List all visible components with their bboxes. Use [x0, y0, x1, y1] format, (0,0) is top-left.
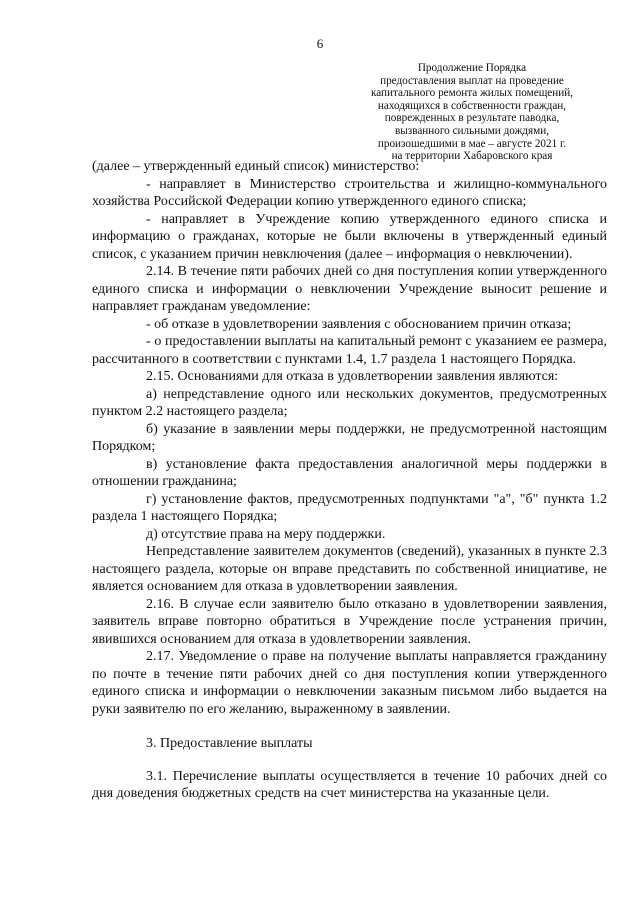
paragraph: (далее – утвержденный единый список) министерство: — [92, 159, 420, 174]
paragraph: б) указание в заявлении меры поддержки, не предусмотренной настоящим Порядком; — [92, 421, 607, 454]
paragraph: в) установление факта предоставления аналогичной меры поддержки в отношении гражданина; — [92, 456, 607, 489]
header-line: предоставления выплат на проведение — [380, 74, 564, 87]
paragraph: - об отказе в удовлетворении заявления с обоснованием причин отказа; — [146, 316, 572, 332]
header-line: капитального ремонта жилых помещений, — [370, 87, 574, 100]
section-heading: 3. Предоставление выплаты — [146, 736, 313, 751]
document-body — [92, 158, 607, 803]
header-line: Продолжение Порядка — [417, 62, 527, 74]
header-line: на территории Хабаровского края — [391, 150, 553, 163]
paragraph: 2.17. Уведомление о праве на получение выплаты направляется гражданину по почте в течение пяти рабочих дней со дня поступления копии утвержденного единого списка и информации о невключении заказным письмом либо выдается на руки заявителю по его желанию, выраженному в заявлении. — [92, 649, 607, 717]
paragraph: 2.14. В течение пяти рабочих дней со дня поступления копии утвержденного единого списка и информации о невключении Учреждение выносит решение и направляет гражданам уведомление: — [92, 264, 607, 314]
header-line: вызванного сильными дождями, — [394, 124, 550, 137]
paragraph: 2.15. Основаниями для отказа в удовлетворении заявления являются: — [146, 369, 559, 384]
paragraph: - направляет в Учреждение копию утвержденного единого списка и информацию о гражданах, которые не были включены в утвержденный единый список, с указанием причин невключения (далее – информация о невключении). — [92, 211, 607, 262]
paragraph: - о предоставлении выплаты на капитальный ремонт с указанием ее размера, рассчитанного в соответствии с пунктами 1.4, 1.7 раздела 1 настоящего Порядка. — [92, 334, 607, 367]
page-number: 6 — [316, 36, 324, 51]
paragraph: г) установление фактов, предусмотренных подпунктами "а", "б" пункта 1.2 раздела 1 настоящего Порядка; — [92, 491, 607, 524]
paragraph: - направляет в Министерство строительства и жилищно-коммунального хозяйства Российской Федерации копию утвержденного единого списка; — [92, 176, 607, 209]
paragraph: Непредставление заявителем документов (сведений), указанных в пункте 2.3 настоящего раздела, которые он вправе представить по собственной инициативе, не является основанием для отказа в удовлетворении заявления. — [92, 544, 607, 594]
paragraph: а) непредставление одного или нескольких документов, предусмотренных пунктом 2.2 настоящего раздела; — [92, 386, 607, 419]
document-header — [338, 62, 606, 163]
header-line: находящихся в собственности граждан, — [377, 99, 567, 112]
header-line: произошедшими в мае – августе 2021 г. — [377, 137, 567, 150]
header-line: поврежденных в результате паводка, — [384, 112, 560, 125]
paragraph: 3.1. Перечисление выплаты осуществляется в течение 10 рабочих дней со дня доведения бюджетных средств на счет министерства на указанные цели. — [92, 768, 607, 801]
paragraph: д) отсутствие права на меру поддержки. — [146, 526, 386, 542]
paragraph: 2.16. В случае если заявителю было отказано в удовлетворении заявления, заявитель вправе повторно обратиться в Учреждение после устранения причин, явившихся основанием для отказа в удовлетворении заявления. — [92, 596, 607, 647]
